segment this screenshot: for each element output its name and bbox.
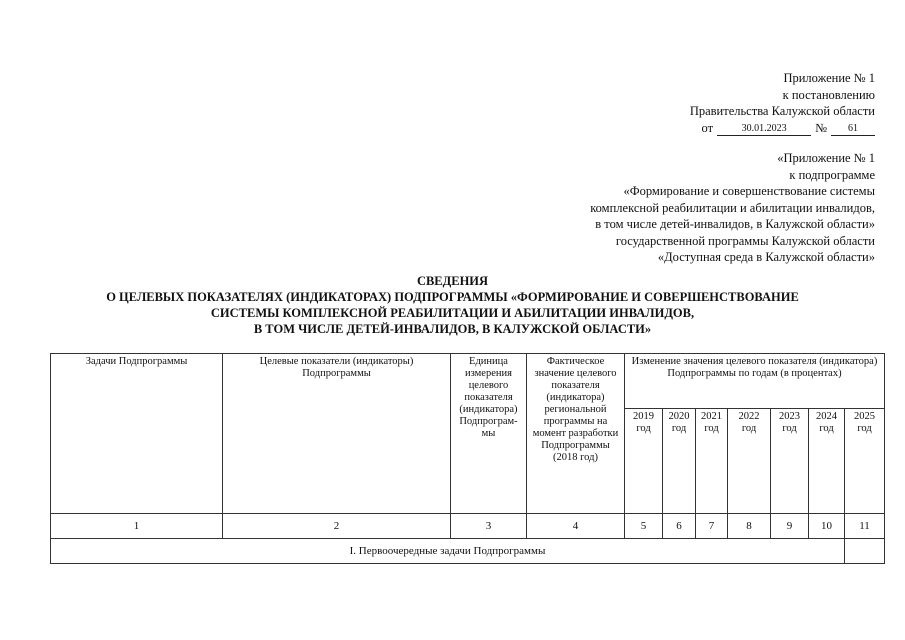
section-row: [51, 539, 885, 564]
header-unit: Единица измерения целевого показателя (индикатора) Подпрограм-мы: [451, 354, 527, 514]
subprogram-line: «Формирование и совершенствование системы: [623, 184, 875, 198]
column-number: 5: [625, 514, 663, 539]
header-tasks: Задачи Подпрограммы: [51, 354, 223, 514]
appendix-reference: [690, 70, 875, 136]
title-line: СИСТЕМЫ КОМПЛЕКСНОЙ РЕАБИЛИТАЦИИ И АБИЛИТАЦИИ ИНВАЛИДОВ,: [210, 306, 695, 320]
table-header-row: [51, 354, 885, 409]
year-value: 2019: [633, 411, 654, 422]
year-value: 2020: [668, 411, 690, 422]
subprogram-line: государственной программы Калужской области: [615, 233, 875, 248]
appendix-government: Правительства Калужской области: [689, 104, 875, 118]
year-value: 2021: [701, 411, 722, 422]
section-empty-cell: [845, 539, 885, 564]
column-number: 1: [51, 514, 223, 539]
column-number: 7: [696, 514, 728, 539]
year-suffix: год: [636, 423, 651, 434]
column-number: 9: [771, 514, 809, 539]
subprogram-line: в том числе детей-инвалидов, в Калужской области»: [595, 217, 875, 231]
year-value: 2022: [738, 411, 760, 422]
year-suffix: год: [782, 423, 797, 434]
column-numbers-row: [51, 514, 885, 539]
column-number: 8: [728, 514, 771, 539]
subprogram-line: «Приложение № 1: [777, 151, 875, 165]
year-suffix: год: [819, 423, 834, 434]
title-line: О ЦЕЛЕВЫХ ПОКАЗАТЕЛЯХ (ИНДИКАТОРАХ) ПОДПРОГРАММЫ «ФОРМИРОВАНИЕ И СОВЕРШЕНСТВОВАНИЕ: [106, 290, 799, 304]
order-number: 61: [831, 123, 875, 136]
year-header: [663, 409, 696, 514]
year-suffix: год: [704, 423, 719, 434]
year-suffix: год: [857, 423, 872, 434]
header-actual-value: Фактическое значение целевого показателя (индикатора) региональной программы на момент разработки Подпрограммы (2018 год): [527, 354, 625, 514]
year-suffix: год: [671, 423, 687, 434]
appendix-title: Приложение № 1: [783, 71, 875, 85]
subprogram-line: комплексной реабилитации и абилитации инвалидов,: [590, 200, 875, 215]
number-label: №: [815, 120, 827, 135]
section-title: I. Первоочередные задачи Подпрограммы: [51, 539, 845, 564]
title-line: В ТОМ ЧИСЛЕ ДЕТЕЙ-ИНВАЛИДОВ, В КАЛУЖСКОЙ ОБЛАСТИ»: [253, 322, 652, 336]
year-header: [696, 409, 728, 514]
year-header: [625, 409, 663, 514]
document-title: [0, 273, 905, 337]
column-number: 10: [809, 514, 845, 539]
header-indicators: Целевые показатели (индикаторы) Подпрограммы: [223, 354, 451, 514]
column-number: 4: [527, 514, 625, 539]
order-date: 30.01.2023: [717, 123, 811, 136]
year-header: [771, 409, 809, 514]
subprogram-line: к подпрограмме: [789, 167, 875, 182]
from-label: от: [701, 120, 714, 135]
subprogram-line: «Доступная среда в Калужской области»: [657, 250, 875, 264]
header-change-by-year: Изменение значения целевого показателя (индикатора) Подпрограммы по годам (в процентах): [625, 354, 885, 409]
column-number: 3: [451, 514, 527, 539]
year-value: 2023: [779, 411, 800, 422]
subprogram-appendix-reference: [590, 150, 875, 266]
year-header: [845, 409, 885, 514]
indicators-table: [50, 353, 885, 564]
column-number: 11: [845, 514, 885, 539]
year-value: 2024: [816, 411, 837, 422]
column-number: 2: [223, 514, 451, 539]
year-value: 2025: [854, 411, 875, 422]
year-suffix: год: [741, 423, 757, 434]
column-number: 6: [663, 514, 696, 539]
year-header: [809, 409, 845, 514]
year-header: [728, 409, 771, 514]
title-line: СВЕДЕНИЯ: [416, 274, 489, 288]
appendix-to-resolution: к постановлению: [782, 87, 875, 102]
order-date-number: [690, 120, 875, 137]
